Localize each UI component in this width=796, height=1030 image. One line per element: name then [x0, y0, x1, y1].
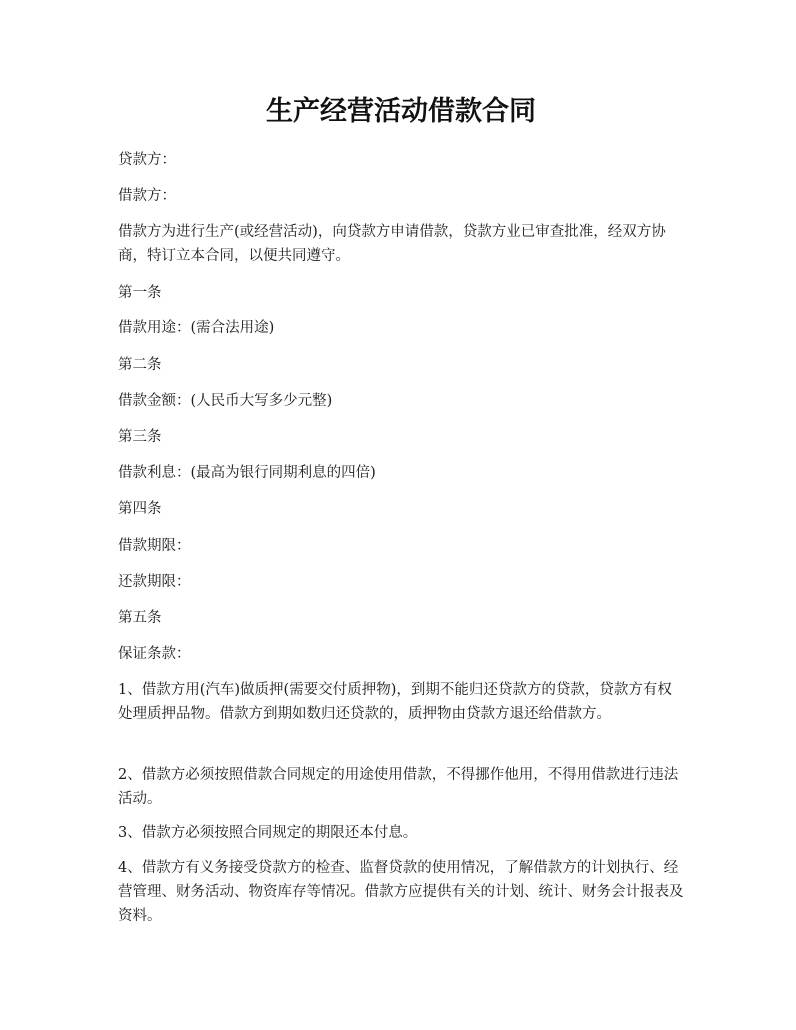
- article-1-content: 借款用途：(需合法用途): [118, 320, 275, 336]
- article-3-content: 借款利息：(最高为银行同期利息的四倍): [118, 465, 376, 481]
- article-5-guarantee-label: 保证条款：: [118, 646, 191, 662]
- article-2-heading: 第二条: [118, 357, 162, 373]
- article-1-heading: 第一条: [118, 285, 162, 301]
- paragraph-borrower: 借款方：: [118, 188, 176, 204]
- article-4-loan-term: 借款期限：: [118, 538, 191, 554]
- article-4-repayment-term: 还款期限：: [118, 574, 191, 590]
- paragraph-lender: 贷款方：: [118, 152, 176, 168]
- article-2-content: 借款金额：(人民币大写多少元整): [118, 393, 333, 409]
- article-4-heading: 第四条: [118, 501, 162, 517]
- document-title: 生产经营活动借款合同: [266, 96, 536, 127]
- guarantee-clause-3: 3、借款方必须按照合同规定的期限还本付息。: [118, 825, 418, 841]
- article-5-heading: 第五条: [118, 610, 162, 626]
- paragraph-preamble: 借款方为进行生产(或经营活动)，向贷款方申请借款，贷款方业已审查批准，经双方协商，特订立本合同，以便共同遵守。: [118, 224, 666, 264]
- guarantee-clause-4: 4、借款方有义务接受贷款方的检查、监督贷款的使用情况，了解借款方的计划执行、经营管理、财务活动、物资库存等情况。借款方应提供有关的计划、统计、财务会计报表及资料。: [118, 860, 684, 924]
- guarantee-clause-2: 2、借款方必须按照借款合同规定的用途使用借款，不得挪作他用，不得用借款进行违法活动。: [118, 767, 679, 807]
- guarantee-clause-1: 1、借款方用(汽车)做质押(需要交付质押物)，到期不能归还贷款方的贷款，贷款方有权处理质押品物。借款方到期如数归还贷款的，质押物由贷款方退还给借款方。: [118, 682, 672, 722]
- article-3-heading: 第三条: [118, 429, 162, 445]
